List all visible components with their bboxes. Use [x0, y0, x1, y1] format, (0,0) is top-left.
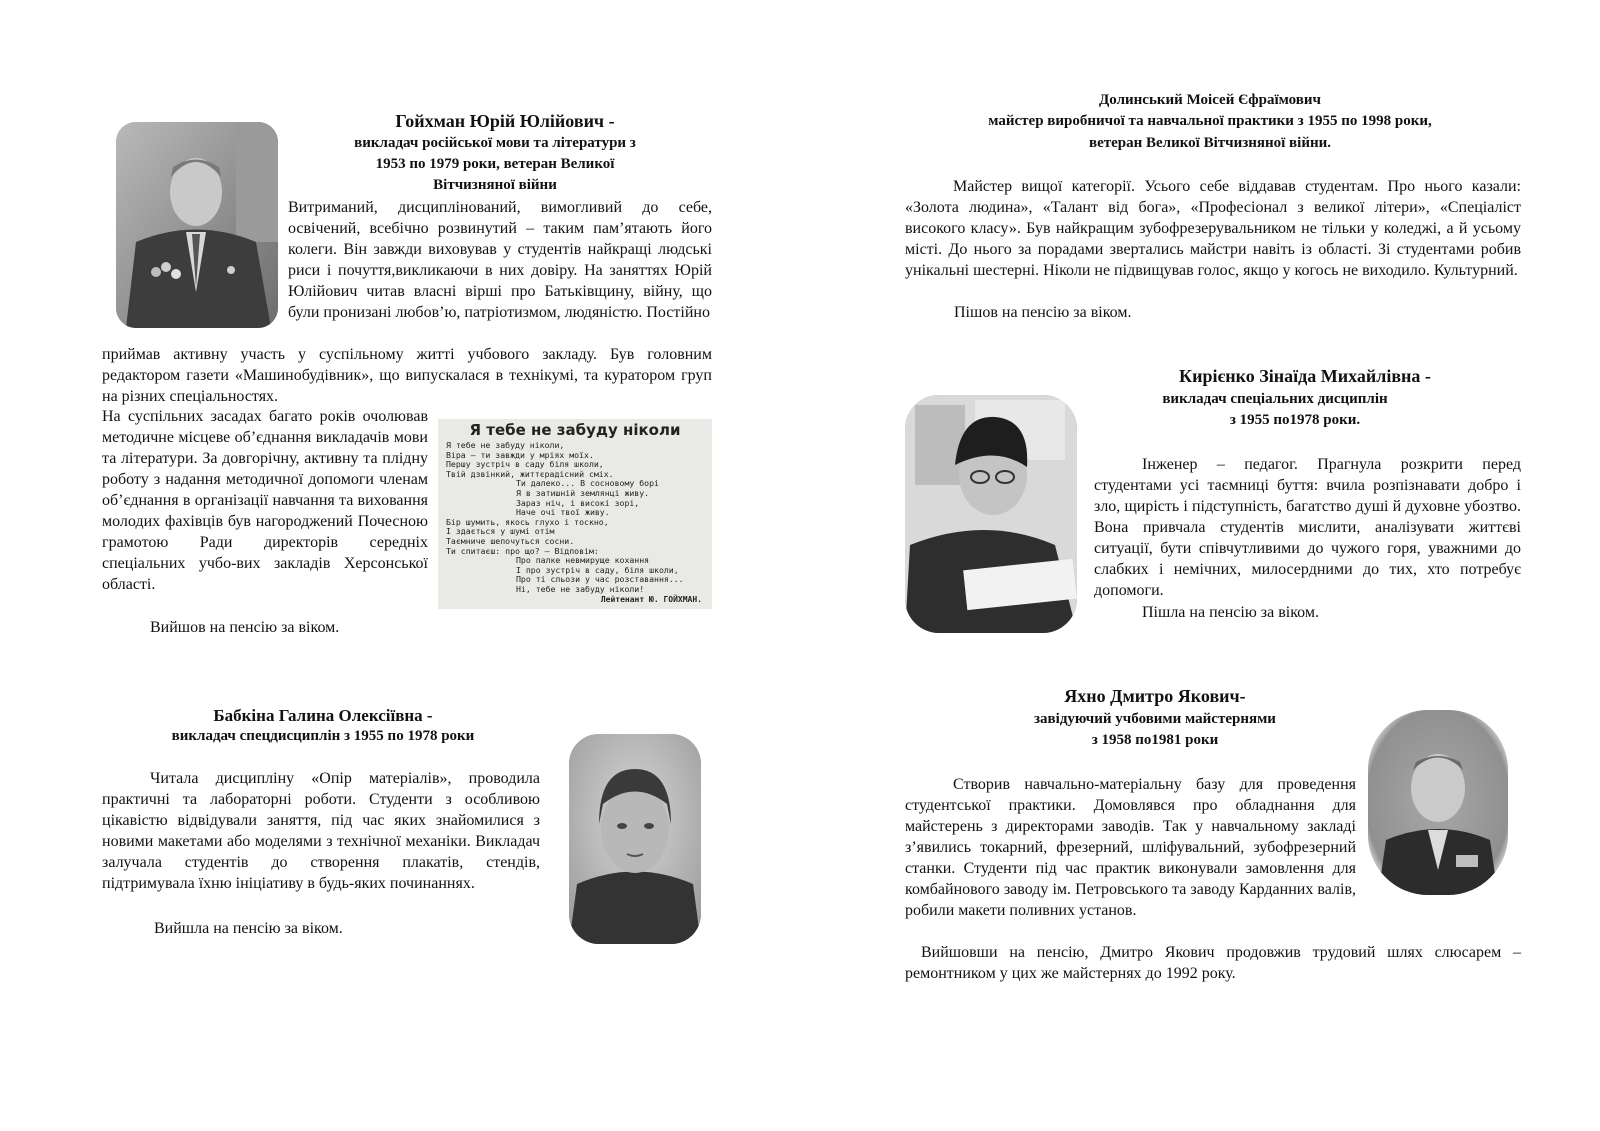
kyriienko-title-line2: з 1955 по1978 роки.	[1229, 412, 1361, 428]
dolynskyi-retired: Пішов на пенсію за віком.	[954, 304, 1132, 321]
clipping-headline: Я тебе не забуду ніколи	[469, 421, 681, 439]
clipping-poem-line: Ти спитаєш: про що? — Відповім:	[446, 545, 599, 556]
clipping-poem-line: І здається у шумі отім	[446, 526, 555, 537]
goykhman-para2: На суспільних засадах багато років очолював методичне місцеве об’єднання викладачів мови та літератури. За довгорічну, активну та плідну роботу з надання методичної допомоги членам об’єднання в організації навчання та виховання молодих фахівців був нагороджений Почесною грамотою Ради директорів середніх спеціальних учбо-вих закладів Херсонської області.	[102, 408, 428, 593]
clipping-poem-line: Про ті сльози у час розставання...	[516, 574, 684, 585]
clipping-poem-line: Наче очі твої живу.	[516, 507, 610, 518]
dolynskyi-title-line1: майстер виробничої та навчальної практики з 1955 по 1998 роки,	[988, 113, 1432, 129]
babkina-retired: Вийшла на пенсію за віком.	[154, 920, 343, 937]
clipping-poem-line: Я тебе не забуду ніколи,	[446, 440, 565, 450]
kyriienko-name: Кирієнко Зінаїда Михайлівна -	[1179, 366, 1431, 386]
clipping-signature: Лейтенант Ю. ГОЙХМАН.	[600, 594, 702, 604]
newspaper-clipping	[438, 419, 712, 609]
clipping-poem-line: Таємниче шепочуться сосни.	[446, 535, 575, 546]
yakhno-name: Яхно Дмитро Якович-	[1064, 686, 1246, 706]
clipping-poem-line: Зараз ніч, і високі зорі,	[516, 497, 640, 508]
dolynskyi-title-line2: ветеран Великої Вітчизняної війни.	[1088, 135, 1332, 151]
photo-goykhman	[116, 122, 278, 328]
dolynskyi-name: Долинський Моісей Єфраїмович	[1098, 92, 1322, 108]
clipping-poem-line: Бір шумить, якось глухо і тоскно,	[446, 516, 609, 527]
clipping-poem-line: Ти далеко... В сосновому борі	[516, 478, 659, 489]
goykhman-para1: Витриманий, дисциплінований, вимогливий до себе, освічений, всебічно розвинутий – таким пам’ятають його колеги. Він завжди виховував у студентів найкращі людські риси і почуття,викликаючи в них довіру. На заняттях Юрій Юлійович читав власні вірші про Батьківщину, війну, що були пронизані любов’ю, патріотизмом, людяністю. Постійно	[288, 199, 712, 321]
kyriienko-para: Інженер – педагог. Прагнула розкрити перед студентами усі таємниці буття: вчила розпізнавати добро і зло, щирість і підступність, багатство душі й духовне убозтво. Вона привчала студентів мислити, аналізувати життєві ситуації, бути співчутливими до чужого горя, уважними до слабких і немічних, милосердними до тих, хто потребує допомоги.	[1094, 456, 1521, 599]
goykhman-title-line2: 1953 по 1979 роки, ветеран Великої	[375, 156, 615, 172]
babkina-title: викладач спецдисциплін з 1955 по 1978 роки	[171, 728, 475, 744]
yakhno-title-line2: з 1958 по1981 роки	[1091, 732, 1219, 748]
kyriienko-title-line1: викладач спеціальних дисциплін	[1162, 391, 1388, 407]
goykhman-para1-cont: приймав активну участь у суспільному житті учбового закладу. Був головним редактором газети «Машинобудівник», що випускалася в технікумі, та куратором груп на різних спеціальностях.	[102, 346, 712, 405]
goykhman-title-line3: Вітчизняної війни	[433, 177, 557, 193]
photo-babkina	[569, 734, 701, 944]
yakhno-para: Створив навчально-матеріальну базу для проведення студентської практики. Домовлявся про обладнання для майстерень з директорами заводів. Так у навчальному закладі з’явились токарний, фрезерний, шліфувальний, зубофрезерний станки. Студенти під час практик виконували замовлення для комбайнового заводу ім. Петровського та заводу Карданних валів, робили макети поливних установ.	[905, 776, 1356, 919]
dolynskyi-para: Майстер вищої категорії. Усього себе віддавав студентам. Про нього казали: «Золота людина», «Талант від бога», «Професіонал з великої літери», «Спеціаліст високого класу». Був найкращим зубофрезерувальником не тільки у коледжі, а й усьому місті. До нього за порадами звертались майстри навіть із області. Зі студентами робив унікальні шестерні. Ніколи не підвищував голос, якщо у когось не виходило. Культурний.	[905, 178, 1521, 279]
clipping-poem-line: Ні, тебе не забуду ніколи!	[516, 583, 645, 594]
clipping-poem-line: Про палке невмируще кохання	[516, 555, 650, 566]
babkina-name: Бабкіна Галина Олексіївна -	[213, 706, 433, 725]
goykhman-title-line1: викладач російської мови та літератури з	[354, 135, 636, 151]
clipping-poem-line: Я в затишній землянці живу.	[516, 487, 650, 498]
clipping-poem-line: Віра — ти завжди у мріях моїх.	[446, 449, 594, 460]
kyriienko-retired: Пішла на пенсію за віком.	[1142, 604, 1319, 621]
clipping-poem-line: Першу зустріч в саду біля школи,	[446, 459, 604, 470]
clipping-poem-line: І про зустріч в саду, біля школи,	[516, 564, 679, 575]
goykhman-name: Гойхман Юрій Юлійович -	[395, 111, 615, 131]
yakhno-title-line1: завідуючий учбовими майстернями	[1034, 711, 1276, 727]
photo-kyriienko	[905, 395, 1077, 633]
yakhno-para2: Вийшовши на пенсію, Дмитро Якович продовжив трудовий шлях слюсарем – ремонтником у цих же майстернях до 1992 року.	[905, 944, 1521, 982]
clipping-poem	[438, 439, 712, 595]
clipping-poem-line: Твій дзвінкий, життєрадісний сміх.	[446, 468, 614, 479]
babkina-para: Читала дисципліну «Опір матеріалів», проводила практичні та лабораторні роботи. Студенти з особливою цікавістю відвідували заняття, під час яких знайомилися з новими макетами або моделями з технічної механіки. Викладач залучала студентів до створення плакатів, стендів, підтримувала їхню ініціативу в будь-яких починаннях.	[102, 770, 540, 892]
goykhman-retired: Вийшов на пенсію за віком.	[150, 619, 340, 636]
photo-yakhno	[1368, 710, 1508, 895]
